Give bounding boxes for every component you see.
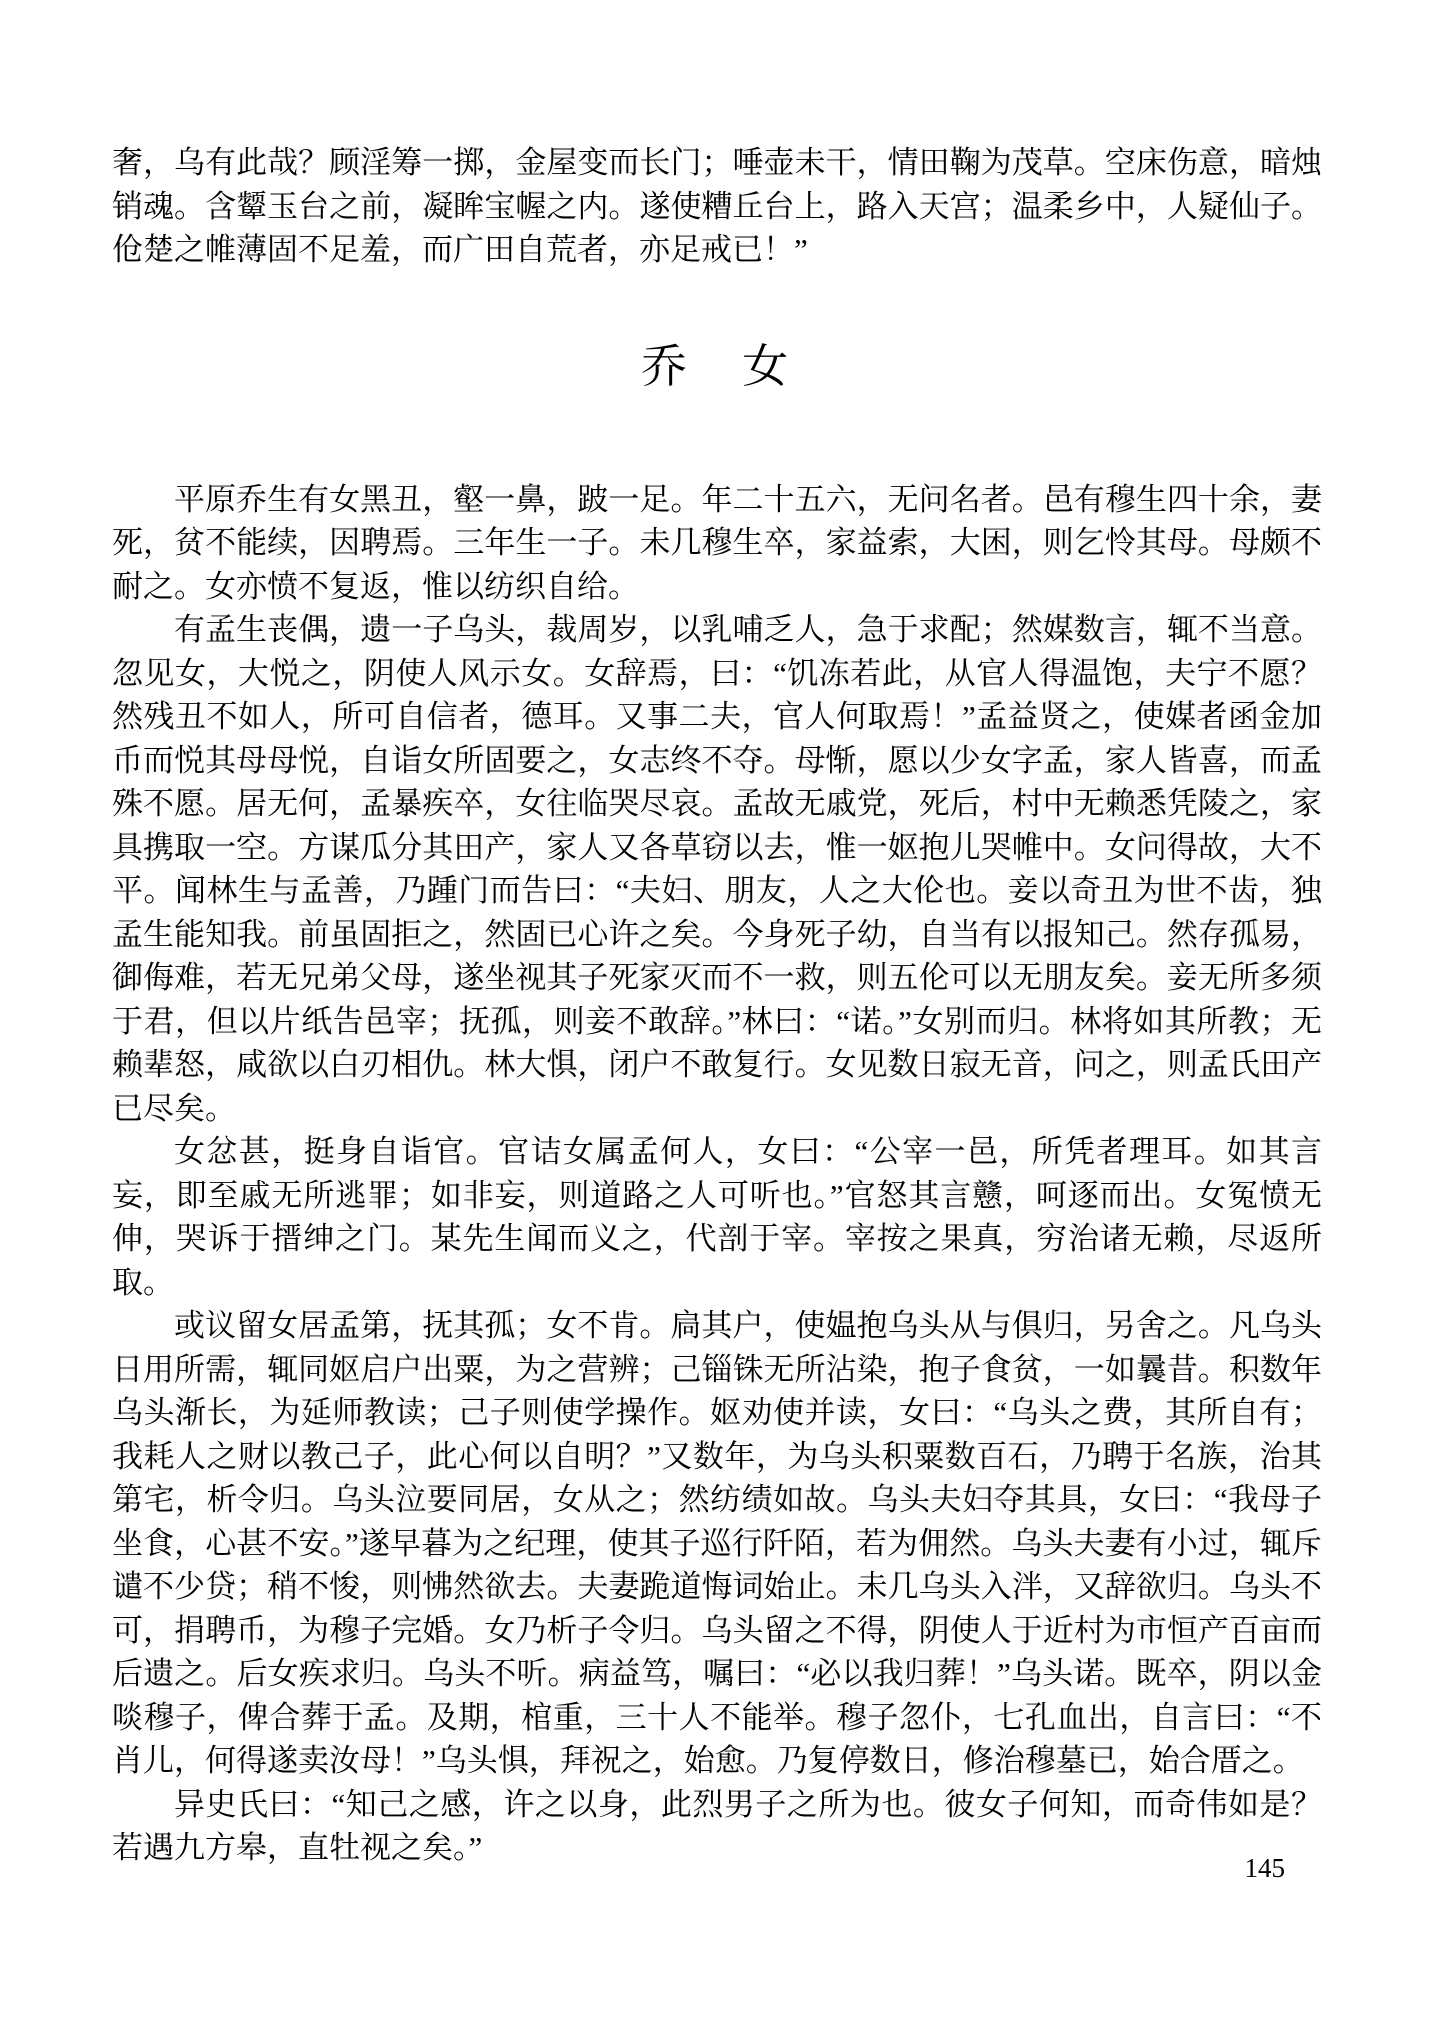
text-block bbox=[112, 141, 1322, 1870]
story-paragraphs bbox=[112, 478, 1322, 1870]
story-paragraph: 有孟生丧偶，遗一子乌头，裁周岁，以乳哺乏人，急于求配；然媒数言，辄不当意。忽见女，大悦之，阴使人风示女。女辞焉，曰：“饥冻若此，从官人得温饱，夫宁不愿？然残丑不如人，所可自信者，德耳。又事二夫，官人何取焉！”孟益贤之，使媒者函金加币而悦其母母悦，自诣女所固要之，女志终不夺。母惭，愿以少女字孟，家人皆喜，而孟殊不愿。居无何，孟暴疾卒，女往临哭尽哀。孟故无戚党，死后，村中无赖悉凭陵之，家具携取一空。方谋瓜分其田产，家人又各草窃以去，惟一妪抱儿哭帷中。女问得故，大不平。闻林生与孟善，乃踵门而告曰：“夫妇、朋友，人之大伦也。妾以奇丑为世不齿，独孟生能知我。前虽固拒之，然固已心许之矣。今身死子幼，自当有以报知己。然存孤易，御侮难，若无兄弟父母，遂坐视其子死家灭而不一救，则五伦可以无朋友矣。妾无所多须于君，但以片纸告邑宰；抚孤，则妾不敢辞。”林曰：“诺。”女别而归。林将如其所教；无赖辈怒，咸欲以白刃相仇。林大惧，闭户不敢复行。女见数日寂无音，问之，则孟氏田产已尽矣。 bbox=[112, 612, 1322, 1126]
story-title: 乔 女 bbox=[641, 340, 793, 392]
story-paragraph: 异史氏曰：“知己之感，许之以身，此烈男子之所为也。彼女子何知，而奇伟如是？若遇九方皋，直牡视之矣。” bbox=[112, 1786, 1322, 1865]
story-paragraph: 平原乔生有女黑丑，壑一鼻，跛一足。年二十五六，无问名者。邑有穆生四十余，妻死，贫不能续，因聘焉。三年生一子。未几穆生卒，家益索，大困，则乞怜其母。母颇不耐之。女亦愤不复返，惟以纺织自给。 bbox=[112, 481, 1322, 604]
page-number: 145 bbox=[1244, 1853, 1285, 1883]
leading-paragraph-fragment: 奢，乌有此哉？顾淫筹一掷，金屋变而长门；唾壶未干，情田鞠为茂草。空床伤意，暗烛销魂。含颦玉台之前，凝眸宝幄之内。遂使糟丘台上，路入天宫；温柔乡中，人疑仙子。伧楚之帷薄固不足羞，而广田自荒者，亦足戒已！” bbox=[112, 145, 1322, 267]
story-paragraph: 或议留女居孟第，抚其孤；女不肯。扃其户，使媪抱乌头从与俱归，另舍之。凡乌头日用所需，辄同妪启户出粟，为之营辨；己锱铢无所沾染，抱子食贫，一如曩昔。积数年乌头渐长，为延师教读；己子则使学操作。妪劝使并读，女曰：“乌头之费，其所自有；我耗人之财以教己子，此心何以自明？”又数年，为乌头积粟数百石，乃聘于名族，治其第宅，析令归。乌头泣要同居，女从之；然纺绩如故。乌头夫妇夺其具，女曰：“我母子坐食，心甚不安。”遂早暮为之纪理，使其子巡行阡陌，若为佣然。乌头夫妻有小过，辄斥谴不少贷；稍不悛，则怫然欲去。夫妻跪道悔词始止。未几乌头入泮，又辞欲归。乌头不可，捐聘币，为穆子完婚。女乃析子令归。乌头留之不得，阴使人于近村为市恒产百亩而后遗之。后女疾求归。乌头不听。病益笃，嘱曰：“必以我归葬！”乌头诺。既卒，阴以金啖穆子，俾合葬于孟。及期，棺重，三十人不能举。穆子忽仆，七孔血出，自言曰：“不肖儿，何得遂卖汝母！”乌头惧，拜祝之，始愈。乃复停数日，修治穆墓已，始合厝之。 bbox=[112, 1308, 1322, 1778]
story-paragraph: 女忿甚，挺身自诣官。官诘女属孟何人，女曰：“公宰一邑，所凭者理耳。如其言妄，即至戚无所逃罪；如非妄，则道路之人可听也。”官怒其言戆，呵逐而出。女冤愤无伸，哭诉于搢绅之门。某先生闻而义之，代剖于宰。宰按之果真，穷治诸无赖，尽返所取。 bbox=[112, 1134, 1322, 1300]
